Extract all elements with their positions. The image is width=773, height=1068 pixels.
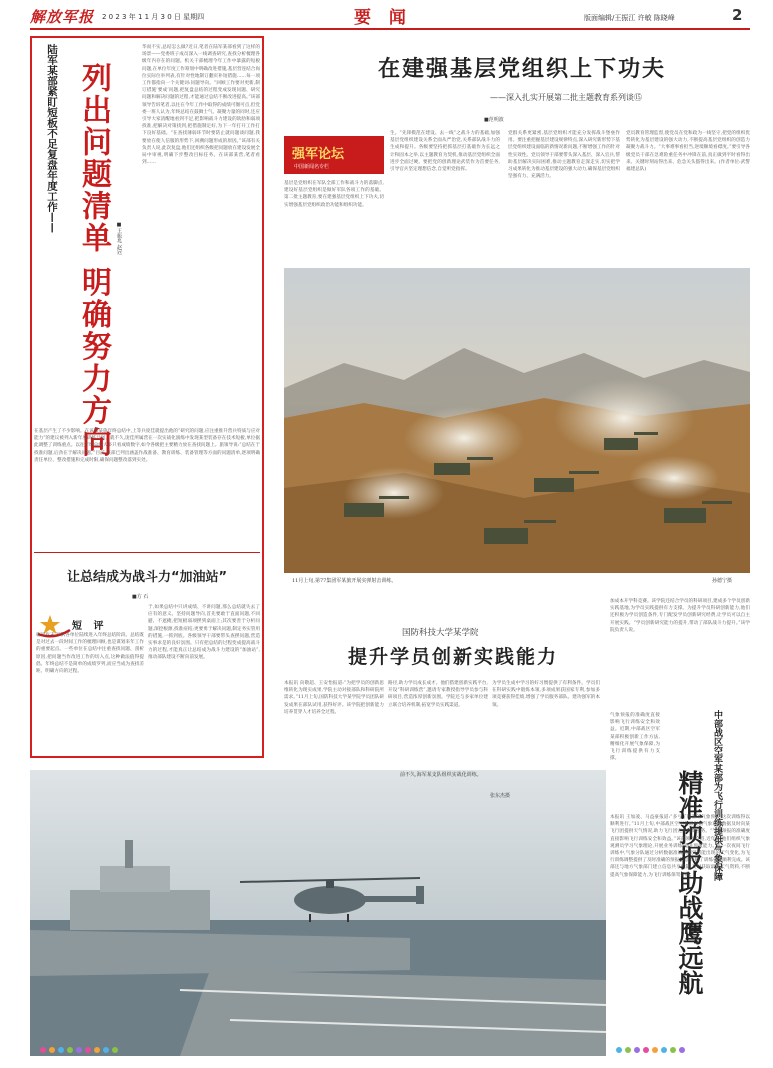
main-body-col4: 党员教育管理监督,使党员在党和政为一线坚守,把党的组织优势转化为基层建设的强大动力,不断提高基层党组织的创造力凝聚力战斗力。“大事难事看担当,逆境顺境看襟度。”要引导各级党员干部在急难险重任务中冲锋在前,真正做到平时看得出来、关键时刻站得出来、危急关头豁得出来。(作者单位:武警福建总队) [626, 131, 750, 173]
masthead: 解放军报 [30, 8, 95, 26]
nudt-headline: 提升学员创新实践能力 [347, 646, 558, 668]
nudt-kicker: 国防科技大学某学院 [402, 628, 479, 638]
column-badge-title: 强军论坛 [292, 147, 345, 162]
ct-body-top: 气象预报的准确度直接影响飞行训练安全和效益。近期,中部战区空军某部积极创新工作方法,精细化开展气象保障,为飞行训练提供有力支撑。 [610, 713, 660, 762]
footer-dots-right [616, 1047, 716, 1055]
ct-headline: 精准预报助战鹰远航 [675, 770, 704, 995]
commentary-body-col2: 于,如果总结中只讲成绩、不讲问题,那么总结就失去了应有的意义。坚持问题导向,首先要敢于直面问题,不回避、不遮掩,把短板弱项摆到桌面上;其次要善于分析问题,深挖根源,找准症结;更要勇于解决问题,制定务实管用的措施,一抓到底。各级领导干部要带头查摆问题,营造实事求是的良好氛围。只有把总结的过程变成提高战斗力的过程,才能真正让总结成为战斗力建设的“加油站”,推动部队建设不断向前发展。 [148, 605, 260, 661]
main-body-col3: 党群关系更紧密,基层党组织才能充分发挥战斗堡垒作用。要注重把握基层建设规律特点,深入研究新形势下基层党组织建设面临的新情况新问题,不断增强工作的针对性实效性。党员领导干部要带头深入基层、深入官兵,帮助基层解决实际困难,推动主题教育走深走实,切实把学习成果转化为推动基层建设的强大动力,确保基层党组织坚强有力、充满活力。 [508, 131, 620, 180]
column-badge-subtitle: 中国新闻名专栏 [294, 164, 330, 170]
ct-kicker: 中部战区空军某部为飞行训练提供气象保障 [712, 710, 722, 881]
nudt-body-col4: 加成本开学科竞赛。该学院还结合学员的科研项目,建成多个学员创新实践基地,为学员实践提供有力支撑。为提升学员科研创新能力,他们还积极为学员创造条件,专门配发学员创新研究经费,让学员可以自主开展实践。“学员创新研究能力的提升,带动了部队战斗力提升。”该学院负责人说。 [610, 599, 750, 633]
artillery-photo [284, 268, 750, 573]
main-byline: ■范明波 [484, 117, 504, 123]
ct-body-main: 本报讯 王加凌、马益豪报道:“多亏了精准的气象预报,这次训练得以顺利进行。”11月上旬,中部战区空军某部根据气象观测数据及时向某飞行团提供天气情况,助力飞行团完成训练任务。“气象预报的准确度直接影响飞行训练安全和效益。”该部领导介绍,近年来,他们组织气象观测员学习气象理论,开展业务训练,提升预报能力。在一次夜间飞行训练中,气象分队通过分析数据准确预测到可能出现的天气变化,为飞行训练调整提供了及时准确的预报信息,保障了训练任务顺利完成。该部还与地方气象部门建立信息共享机制,及时获取最新天气资料,不断提高气象保障能力,为飞行训练保驾护航。 [610, 815, 750, 878]
left-article-body-wide: 在基层产生了不少影响。在该部某旅年终总结中,上等兵庞佳就提出他的“研究的问题,应注重推升营兵特质与应对能力”的建议被列入新年度训练计划。就不久,庞佳所属营在一次实战化演练中发现某型装备存在技术短板,单位据此调整了训练重点。以往年终总结大多只看成绩数字,如今各级把主要精力放在查找问题上。旅领导说:“总结在于找准问题,后劲在于解决问题。”目前,该部已列出涵盖作战准备、教育训练、装备管理等方面的问题清单,逐项明确责任单位、整改措施和完成时限,确保问题整改落到实处。 [34, 429, 260, 463]
photo-caption: 11月上旬,第77集团军某旅开展实弹射击训练。 [292, 578, 397, 584]
helicopter-ship-photo [30, 770, 606, 1056]
photo2-credit: 张东杰摄 [490, 793, 511, 799]
photo2-caption: 前不久,海军某支队组织实战化训练。 [400, 772, 482, 778]
issue-date: 2 0 2 3 年 1 1 月 3 0 日 星期四 [102, 13, 205, 21]
commentary-tag: 短 评 [72, 621, 108, 632]
main-subheadline: ——深入扎实开展第二批主题教育系列谈⑮ [490, 93, 642, 102]
photo-credit: 孙德宁摄 [712, 578, 733, 584]
commentary-byline: ■方 石 [132, 594, 149, 600]
left-article-divider [34, 552, 260, 553]
nudt-body-col1: 本报讯 向敬超、王安怡报道:“为把学员的创新思维转化为现实成果,学院主动对接部队和科研院所需求。”11月上旬,国防科技大学某学院学员团队研发成果在部队试用,获得好评。该学院把创新能力培养贯穿人才培养全过程。 [284, 681, 384, 715]
left-article-byline: ■王振兆 赵冠 [116, 222, 122, 255]
nudt-body-col3: 为学员生成中学习的好习惯提供了有利条件。学员们在科研实践中锻炼本领,多项成果获国家专利,参加多项竞赛获得佳绩,增强了学员服务部队、建功强军的本领。 [492, 681, 600, 708]
page-number: 2 [732, 6, 743, 24]
main-body-col1: 基层是党组织在军队全部工作和战斗力的落脚点,建设好基层党组织是做好军队各项工作的基础。第二批主题教育,要在建强基层党组织上下功夫,切实增强基层党组织政治功能和组织功能。 [284, 181, 384, 208]
header-divider [30, 28, 750, 30]
footer-dots-left [40, 1047, 140, 1055]
left-article-kicker: 陆军某部紧盯短板不足复盘年度工作—— [46, 44, 58, 233]
left-article-headline: 列出问题清单 明确努力方向 [76, 62, 111, 459]
main-headline: 在建强基层党组织上下功夫 [377, 57, 666, 82]
main-body-col2: 生。“先锋模范在建设、去一线”之战斗力的基础,加强基层党组织建设关系全面从严治党,关系部队战斗力的生成和提升。各级要坚持把抓基层打基础作为长远之计和固本之举,以主题教育为契机,推动基层党组织全面进步全面过硬。要把党的创新理论武装作为首要任务,引导官兵坚定理想信念,自觉听党指挥。 [390, 131, 500, 173]
section-title: 要 闻 [354, 8, 412, 28]
commentary-headline: 让总结成为战斗力“加油站” [66, 570, 228, 585]
editor-info: 版面编辑/王振江 许敏 陈晓峰 [584, 14, 675, 22]
left-article-body-col1: 华而不实,总结怎么做?近日,笔者在陆军某部看到了这样的场景——党委班子成员深入一线调查研究,查找分析梳理各级年内存在的问题。机关干部梳理今年工作中暴露的短板问题,在单位年度工作筹划中明确改进措施,基层营连结合岗位实际位举列表,有针对性地制订翻页补短措施……每一项工作都指向一个关键词:问题导向。“回顾工作要对更新,制订措施‘要成’问题,把复盘总结的过程变成发现问题、研究问题和解决问题的过程,才能通过总结不断改进提高。”该部领导告诉笔者,以往在今年工作中取得的成绩可圈可点,但党委一班人认为,年终总结在鼓舞士气、凝聚力量的同时,还应引导大家清醒地看到不足,把影响战斗力建设的软肋和弱项找准,把解决对策找到,把措施制定好,为下一年打开工作打下良好基础。“在查找薄弱环节时要防止就问题谈问题,我要放在使人信服的形势下,回溯问题形成的原因。”该部有关负责人说,此次复盘,他们还组织各级把问题放在建设发展全局中审视,明确下步整改目标任务。在该部某营,笔者看到…… [142, 45, 260, 166]
commentary-body-col1: 临近岁末,军队各单位陆续进入年终总结阶段。总结既是对过去一段时间工作的梳理回顾,也是谋划来年工作的重要起点。一些单位在总结中注重查找问题、剖析原因,把问题当作改进工作的切入点,这种做法值得提倡。年终总结不是简单的成绩罗列,而应当成为查找差距、明确方向的过程。 [36, 633, 144, 675]
nudt-body-col2: 路径,助力学员成长成才。他们搭建创新实践平台,开设“科研训练营”,邀请专家教授指导学员参与科研项目,营造浓厚创新氛围。学院还与多家单位建立联合培养机制,拓宽学员实践渠道。 [388, 681, 488, 708]
